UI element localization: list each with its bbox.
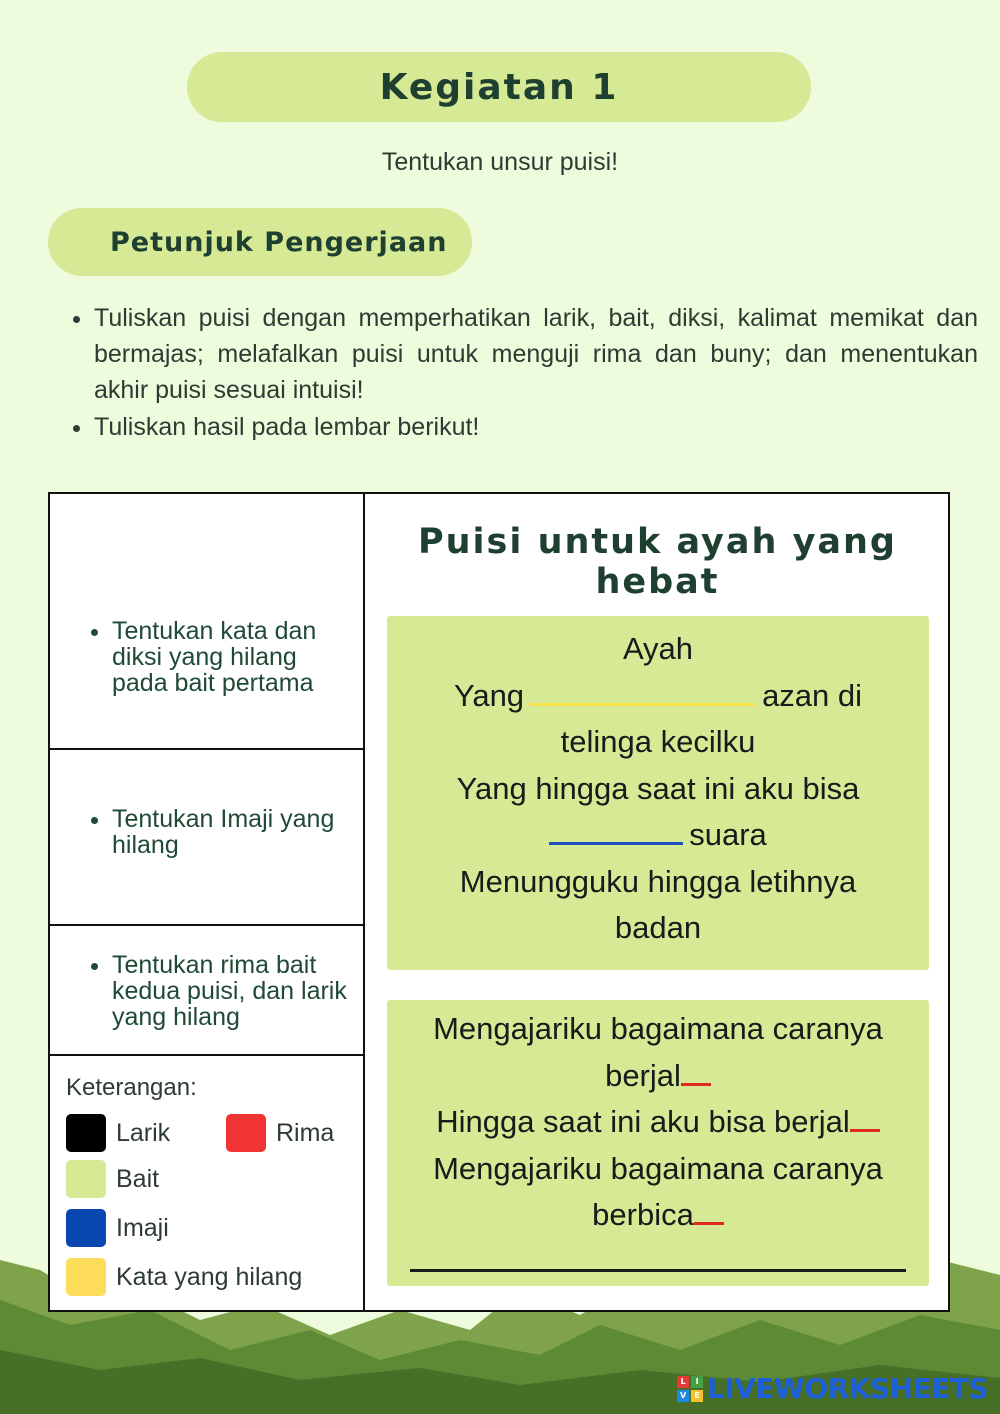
liveworksheets-watermark bbox=[677, 1372, 988, 1405]
poem-line: berbica bbox=[387, 1192, 929, 1239]
poem-line bbox=[387, 1239, 929, 1286]
poem-line: Mengajariku bagaimana caranya bbox=[433, 1011, 883, 1046]
poem-title: Puisi untuk ayah yang hebat bbox=[417, 522, 897, 602]
poem-line: Ayah bbox=[622, 631, 694, 666]
instructions-heading: Petunjuk Pengerjaan bbox=[48, 208, 472, 276]
poem-stanza-2 bbox=[387, 1000, 929, 1286]
liveworksheets-logo-icon: L I V E bbox=[677, 1376, 703, 1402]
legend-item-bait bbox=[66, 1160, 159, 1198]
legend-item-kata-hilang bbox=[66, 1258, 302, 1296]
legend-label: Imaji bbox=[116, 1213, 169, 1242]
instruction-item: • Tuliskan hasil pada lembar berikut! bbox=[94, 409, 978, 445]
missing-word-blank[interactable] bbox=[530, 677, 756, 706]
task-cell-diction bbox=[50, 494, 363, 750]
imagery-blank[interactable] bbox=[549, 816, 683, 845]
legend-label: Larik bbox=[116, 1118, 171, 1147]
poem-stanza-1 bbox=[387, 616, 929, 970]
missing-line-blank[interactable] bbox=[410, 1243, 906, 1272]
task-cell-imagery bbox=[50, 750, 363, 926]
poem-line: berjal bbox=[387, 1053, 929, 1100]
worksheet-table bbox=[48, 492, 950, 1312]
legend-swatch bbox=[66, 1114, 106, 1152]
activity-title: Kegiatan 1 bbox=[187, 52, 811, 122]
poem-line: Yang azan di bbox=[453, 677, 863, 713]
legend-title: Keterangan: bbox=[66, 1074, 197, 1101]
legend-label: Rima bbox=[276, 1118, 335, 1147]
task-cell-rhyme bbox=[50, 926, 363, 1056]
rhyme-blank[interactable] bbox=[694, 1196, 724, 1225]
legend-label: Kata yang hilang bbox=[116, 1262, 303, 1291]
instruction-item: • Tuliskan puisi dengan memperhatikan larik, bait, diksi, kalimat memikat dan bermajas; melafalkan puisi untuk menguji rima dan buny; dan menentukan akhir puisi sesuai intuisi! bbox=[94, 300, 978, 408]
legend-swatch bbox=[66, 1258, 106, 1296]
rhyme-blank[interactable] bbox=[850, 1103, 880, 1132]
watermark-text: LIVEWORKSHEETS bbox=[706, 1372, 988, 1405]
task-text: • Tentukan kata dan diksi yang hilang pada bait pertama bbox=[112, 618, 355, 696]
legend-item-larik bbox=[66, 1114, 170, 1152]
poem-line: badan bbox=[614, 910, 702, 945]
poem-line: Yang hingga saat ini aku bisa bbox=[456, 770, 860, 806]
task-text: • Tentukan rima bait kedua puisi, dan larik yang hilang bbox=[112, 952, 355, 1030]
legend-swatch bbox=[66, 1209, 106, 1247]
legend-item-rima bbox=[226, 1114, 334, 1152]
poem-line: Hingga saat ini aku bisa berjal bbox=[387, 1099, 929, 1146]
task-column bbox=[50, 494, 365, 1310]
poem-line: suara bbox=[387, 812, 929, 859]
legend-item-imaji bbox=[66, 1209, 169, 1247]
task-text: • Tentukan Imaji yang hilang bbox=[112, 806, 355, 858]
legend-label: Bait bbox=[116, 1164, 160, 1193]
instructions-list bbox=[66, 300, 978, 446]
poem-line: telinga kecilku bbox=[560, 724, 756, 759]
legend bbox=[50, 1056, 363, 1312]
poem-line: Menungguku hingga letihnya bbox=[459, 863, 857, 899]
rhyme-blank[interactable] bbox=[681, 1057, 711, 1086]
activity-subtitle: Tentukan unsur puisi! bbox=[381, 148, 619, 176]
poem-line: Mengajariku bagaimana caranya bbox=[433, 1150, 883, 1186]
legend-swatch bbox=[66, 1160, 106, 1198]
legend-swatch bbox=[226, 1114, 266, 1152]
